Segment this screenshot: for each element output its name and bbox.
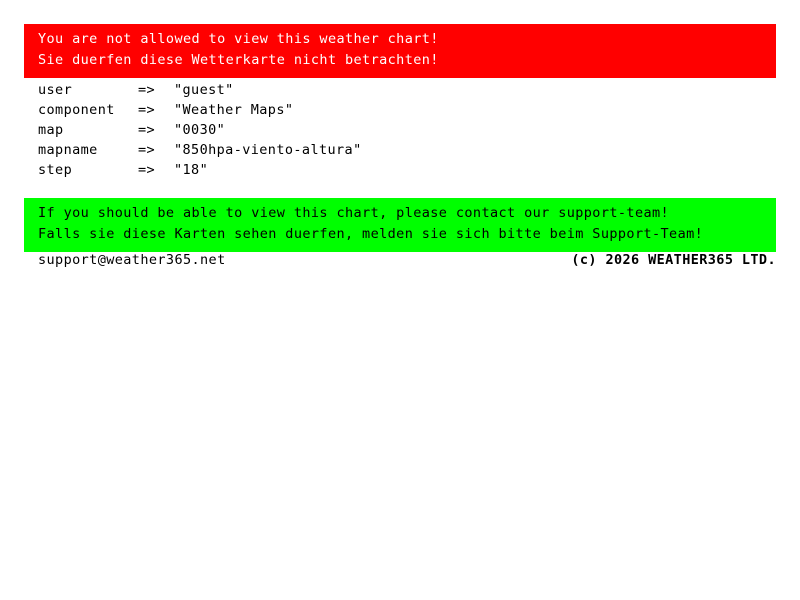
- param-value-user: "guest": [174, 82, 234, 98]
- param-arrow: =>: [138, 82, 156, 98]
- param-row-component: [38, 100, 362, 120]
- param-row-step: [38, 160, 362, 180]
- error-banner: [24, 24, 776, 78]
- param-value-mapname: "850hpa-viento-altura": [174, 142, 362, 158]
- param-row-mapname: [38, 140, 362, 160]
- param-arrow: =>: [138, 122, 156, 138]
- param-key-component: component: [38, 102, 115, 118]
- param-key-step: step: [38, 162, 73, 178]
- error-banner-line-en: You are not allowed to view this weather chart!: [38, 31, 439, 47]
- param-arrow: =>: [138, 162, 156, 178]
- info-banner: [24, 198, 776, 252]
- param-arrow: =>: [138, 102, 156, 118]
- info-banner-line-de: Falls sie diese Karten sehen duerfen, melden sie sich bitte beim Support-Team!: [38, 226, 704, 242]
- param-arrow: =>: [138, 142, 156, 158]
- error-banner-line-de: Sie duerfen diese Wetterkarte nicht betrachten!: [38, 52, 439, 68]
- support-email-link[interactable]: support@weather365.net: [38, 252, 226, 268]
- param-value-map: "0030": [174, 122, 226, 138]
- parameter-list: [38, 80, 362, 180]
- param-key-user: user: [38, 82, 73, 98]
- copyright-text: (c) 2026 WEATHER365 LTD.: [571, 252, 776, 268]
- param-row-map: [38, 120, 362, 140]
- info-banner-line-en: If you should be able to view this chart, please contact our support-team!: [38, 205, 670, 221]
- footer: [38, 250, 776, 270]
- param-value-step: "18": [174, 162, 209, 178]
- param-key-map: map: [38, 122, 64, 138]
- param-value-component: "Weather Maps": [174, 102, 294, 118]
- param-row-user: [38, 80, 362, 100]
- param-key-mapname: mapname: [38, 142, 98, 158]
